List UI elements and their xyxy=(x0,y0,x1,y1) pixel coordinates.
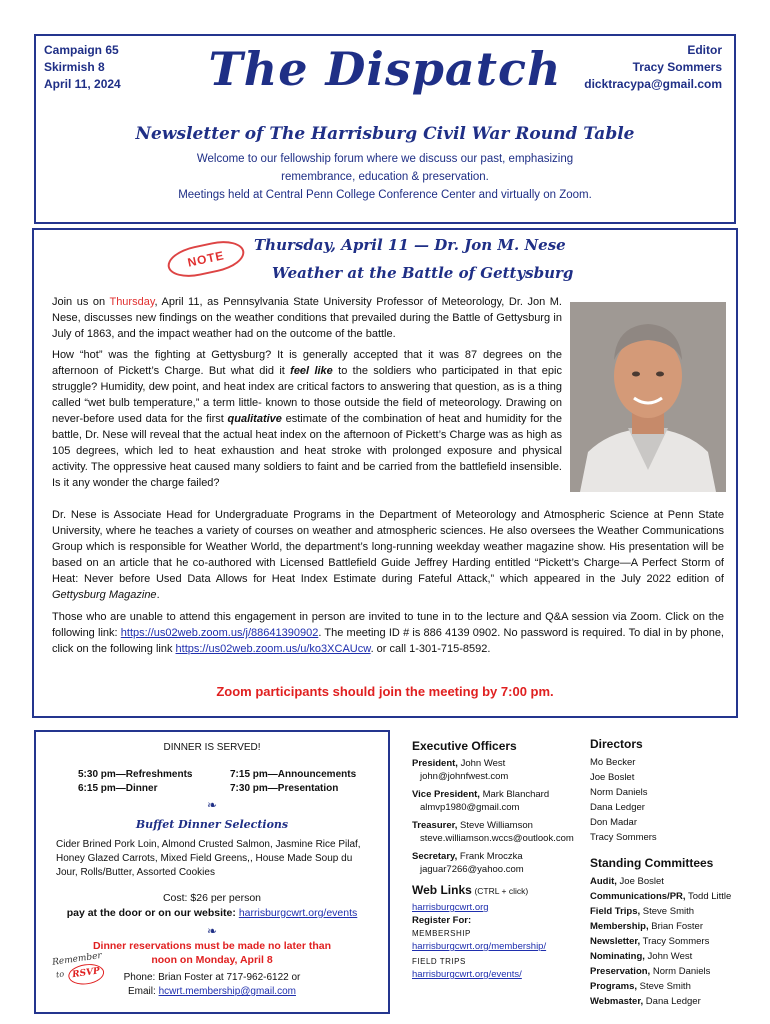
dinner-heading: DINNER IS SERVED! xyxy=(163,742,261,753)
standing-committees-heading: Standing Committees xyxy=(590,856,714,870)
p3-text-b: . xyxy=(156,589,160,601)
director-name: Tracy Sommers xyxy=(590,832,657,843)
schedule-refreshments: 5:30 pm—Refreshments xyxy=(78,769,193,780)
p4-text-b: . The meeting ID # is 886 4139 0902. No password is required. To dial in by phone, click on the following link xyxy=(52,627,724,655)
to-text: to xyxy=(55,969,65,980)
contact-info xyxy=(36,971,388,999)
committee-member: Dana Ledger xyxy=(643,996,701,1007)
membership-link[interactable]: harrisburgcwrt.org/membership/ xyxy=(412,941,547,952)
committee-label: Membership, xyxy=(590,921,649,932)
committee-label: Preservation, xyxy=(590,966,651,977)
officers-panel xyxy=(400,730,738,1014)
p4-text-c: . or call 1-301-715-8592. xyxy=(370,643,491,655)
director-name: Don Madar xyxy=(590,817,637,828)
web-links-section xyxy=(412,884,588,981)
officer-name: John West xyxy=(457,758,506,769)
editor-info xyxy=(584,42,722,93)
welcome-line-3: Meetings held at Central Penn College Conference Center and virtually on Zoom. xyxy=(178,189,592,201)
officer-email[interactable]: almvp1980@gmail.com xyxy=(420,802,520,813)
schedule-left xyxy=(78,768,192,796)
article-title: Thursday, April 11 — Dr. Jon M. Nese xyxy=(254,236,566,254)
committee-label: Field Trips, xyxy=(590,906,641,917)
committee-member: Tracy Sommers xyxy=(640,936,710,947)
committee-item xyxy=(590,994,738,1009)
directors-heading: Directors xyxy=(590,737,643,751)
officer-role: Treasurer, xyxy=(412,820,458,831)
feature-article xyxy=(32,228,738,718)
committee-member: John West xyxy=(644,951,693,962)
directors-column xyxy=(590,738,738,1009)
deadline-line-2: noon on Monday, April 8 xyxy=(151,954,273,966)
committee-item xyxy=(590,934,738,949)
contact-phone: Phone: Brian Foster at 717-962-6122 or xyxy=(123,972,301,983)
zoom-dialin-link[interactable]: https://us02web.zoom.us/u/ko3XCAUcw xyxy=(175,643,371,655)
newsletter-title: The Dispatch xyxy=(208,42,562,96)
officer-email[interactable]: steve.williamson.wccs@outlook.com xyxy=(420,833,574,844)
article-paragraph-1 xyxy=(52,294,562,342)
rsvp-text: RSVP xyxy=(67,962,105,987)
editor-label: Editor xyxy=(687,43,722,57)
register-for-label: Register For: xyxy=(412,915,472,926)
p2-text-c: estimate of the combination of heat and humidity for the battle, Dr. Nese will reveal that the actual heat index on the afternoon of Pickett’s Charge was as high as 105 degrees, which led to heat exhaustion and heat stroke with prolonged exposure and physical activity. The oppressive heat caused many soldiers to faint and be carried from the battlefield insensible. Is it any wonder the charge failed? xyxy=(52,413,563,489)
p1-day: Thursday xyxy=(109,296,155,308)
dinner-cost: Cost: $26 per person xyxy=(162,892,262,904)
contact-email-line xyxy=(36,985,388,999)
director-name: Joe Boslet xyxy=(590,772,635,783)
membership-email-link[interactable]: hcwrt.membership@gmail.com xyxy=(158,986,296,997)
officer-email[interactable]: jaguar7266@yahoo.com xyxy=(420,864,524,875)
campaign-number: Campaign 65 xyxy=(44,43,119,57)
officer-email[interactable]: john@johnfwest.com xyxy=(420,771,509,782)
p4-text-a: Those who are unable to attend this engagement in person are invited to tune in to the lecture and Q&A session via Zoom. Click on the following link: xyxy=(52,611,724,639)
committee-member: Joe Boslet xyxy=(616,876,664,887)
committee-label: Newsletter, xyxy=(590,936,641,947)
welcome-line-1: Welcome to our fellowship forum where we discuss our past, emphasizing xyxy=(196,153,574,165)
newsletter-subtitle: Newsletter of The Harrisburg Civil War Round Table xyxy=(135,124,635,144)
welcome-line-2: remembrance, education & preservation. xyxy=(281,171,489,183)
officer-role: President, xyxy=(412,758,458,769)
p3-text-a: Dr. Nese is Associate Head for Undergraduate Programs in the Department of Meteorology and Atmospheric Science at Penn State University, where he teaches a variety of courses on weather and atmospheric sciences. He also oversees the Weather Communications Group which is responsible for Weather World, the department’s long-running weekday weather magazine show. His presentation will be based on an article that he co-authored with Licensed Battlefield Guide Jeffrey Harding entitled “Pickett’s Charge—A Perfect Storm of Heat: Never before Used Data Allows for Heat Index Estimate during Fateful Attack,” which appeared in the July 2022 edition of xyxy=(52,509,724,585)
committee-label: Audit, xyxy=(590,876,617,887)
website-link[interactable]: harrisburgcwrt.org xyxy=(412,902,489,913)
p2-qualitative: qualitative xyxy=(227,413,282,425)
p1-text-a: Join us on xyxy=(52,296,110,308)
executive-officers-column xyxy=(412,740,588,981)
events-link[interactable]: harrisburgcwrt.org/events xyxy=(238,907,358,919)
speaker-photo xyxy=(570,302,726,492)
committee-item xyxy=(590,919,738,934)
web-links-heading: Web Links xyxy=(412,883,472,897)
committee-item xyxy=(590,949,738,964)
masthead-box xyxy=(34,34,736,224)
zoom-meeting-link[interactable]: https://us02web.zoom.us/j/88641390902 xyxy=(120,627,319,639)
contact-email-label: Email: xyxy=(128,986,159,997)
magazine-name: Gettysburg Magazine xyxy=(52,589,157,601)
issue-date: April 11, 2024 xyxy=(44,77,121,91)
field-trips-label: FIELD TRIPS xyxy=(412,957,466,966)
fleuron-ornament-icon: ❧ xyxy=(206,798,218,812)
officer-secretary xyxy=(412,850,588,876)
officer-president xyxy=(412,757,588,783)
officer-role: Secretary, xyxy=(412,851,458,862)
speaker-portrait-illustration xyxy=(570,302,726,492)
committee-item xyxy=(590,874,738,889)
remember-text: Remember xyxy=(51,950,103,968)
officer-name: Frank Mroczka xyxy=(457,851,523,862)
committee-member: Brian Foster xyxy=(648,921,703,932)
p2-feel-like: feel like xyxy=(290,365,333,377)
officer-treasurer xyxy=(412,819,588,845)
buffet-title: Buffet Dinner Selections xyxy=(135,818,289,831)
editor-name: Tracy Sommers xyxy=(632,60,722,74)
buffet-menu: Cider Brined Pork Loin, Almond Crusted Salmon, Jasmine Rice Pilaf, Honey Glazed Carrots, Mixed Field Greens,, House Made Soup du Jour, Rolls/Butter, Assorted Cookies xyxy=(56,839,361,878)
web-links-hint: (CTRL + click) xyxy=(474,886,529,896)
committee-member: Steve Smith xyxy=(640,906,695,917)
officer-role: Vice President, xyxy=(412,789,480,800)
payment-text: pay at the door or on our website: xyxy=(66,907,239,919)
executive-officers-heading: Executive Officers xyxy=(412,739,517,753)
welcome-text xyxy=(36,150,734,204)
officer-name: Mark Blanchard xyxy=(479,789,550,800)
dinner-box xyxy=(34,730,390,1014)
committee-item xyxy=(590,889,738,904)
director-name: Mo Becker xyxy=(590,757,636,768)
committee-member: Norm Daniels xyxy=(650,966,711,977)
committee-label: Nominating, xyxy=(590,951,645,962)
p2-text-b: to the soldiers who participated in that epic struggle? Humidity, dew point, and heat index are critical factors to answering that question, as is a thing called “wet bulb temperature,” a term little- known to those outside the field of meteorology. Drawing on never-before used data for the first xyxy=(52,365,562,425)
committee-item xyxy=(590,979,738,994)
committee-member: Todd Little xyxy=(685,891,732,902)
article-paragraph-4 xyxy=(52,609,724,657)
p1-text-b: , April 11, as Pennsylvania State University Professor of Meteorology, Dr. Jon M. Nese, discusses new findings on the weather conditions that prevailed during the Battle of Gettysburg in July of 1863, and the impact weather had on the outcome of the battle. xyxy=(52,296,562,340)
schedule-announcements: 7:15 pm—Announcements xyxy=(230,769,357,780)
field-trips-link[interactable]: harrisburgcwrt.org/events/ xyxy=(412,969,522,980)
committee-item xyxy=(590,964,738,979)
schedule-right xyxy=(230,768,356,796)
officer-vice-president xyxy=(412,788,588,814)
committee-label: Communications/PR, xyxy=(590,891,686,902)
schedule-dinner: 6:15 pm—Dinner xyxy=(78,783,158,794)
committee-member: Steve Smith xyxy=(637,981,691,992)
note-badge: NOTE xyxy=(165,236,248,282)
director-name: Dana Ledger xyxy=(590,802,645,813)
zoom-join-note: Zoom participants should join the meeting by 7:00 pm. xyxy=(216,684,554,699)
article-paragraph-3 xyxy=(52,507,724,603)
committee-label: Programs, xyxy=(590,981,637,992)
skirmish-number: Skirmish 8 xyxy=(44,60,105,74)
editor-email[interactable]: dicktracypa@gmail.com xyxy=(584,77,722,91)
director-name: Norm Daniels xyxy=(590,787,648,798)
schedule-presentation: 7:30 pm—Presentation xyxy=(230,783,339,794)
officer-name: Steve Williamson xyxy=(457,820,533,831)
article-paragraph-2 xyxy=(52,347,562,491)
payment-info xyxy=(36,907,388,919)
fleuron-ornament-2-icon: ❧ xyxy=(206,924,218,938)
committee-item xyxy=(590,904,738,919)
article-subtitle: Weather at the Battle of Gettysburg xyxy=(272,264,574,282)
p2-text-a: How “hot” was the fighting at Gettysburg? It is generally accepted that it was 87 degrees on the afternoon of Pickett’s Charge. But what did it xyxy=(52,349,562,377)
deadline-line-1: Dinner reservations must be made no later than xyxy=(92,940,332,952)
membership-label: MEMBERSHIP xyxy=(412,929,471,938)
committee-label: Webmaster, xyxy=(590,996,644,1007)
